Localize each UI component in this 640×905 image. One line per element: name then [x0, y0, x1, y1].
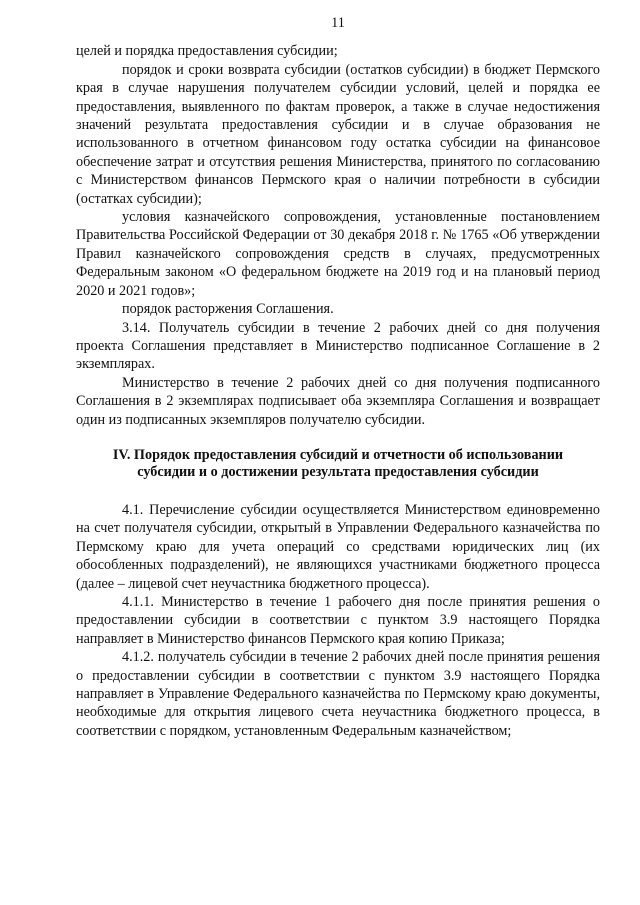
- paragraph-4-1-2: 4.1.2. получатель субсидии в течение 2 рабочих дней после принятия решения о предоставлении субсидии в соответствии с пунктом 3.9 настоящего Порядка направляет в Управление Федерального казначейства по Пермскому краю документы, необходимые для открытия лицевого счета неучастника бюджетного процесса, в соответствии с порядком, установленным Федеральным казначейством;: [76, 649, 600, 739]
- document-page: [76, 14, 600, 740]
- page-number: 11: [331, 15, 345, 31]
- paragraph-3-14: 3.14. Получатель субсидии в течение 2 рабочих дней со дня получения проекта Соглашения представляет в Министерство подписанное Соглашение в 2 экземплярах.: [76, 319, 600, 373]
- paragraph-refund-procedure: порядок и сроки возврата субсидии (остатков субсидии) в бюджет Пермского края в случае нарушения получателем субсидии условий, целей и порядка ее предоставления, выявленного по фактам проверок, а также в случае недостижения значений результата предоставления субсидии и в случае образования не использованного в отчетном финансовом году остатка субсидии на финансовое обеспечение затрат и отсутствия решения Министерства, принятого по согласованию с Министерством финансов Пермского края о наличии потребности в субсидии (остатках субсидии);: [76, 61, 600, 207]
- paragraph-goals-order: целей и порядка предоставления субсидии;: [76, 43, 338, 60]
- section-title-line-2: субсидии и о достижении результата предоставления субсидии: [137, 463, 539, 480]
- paragraph-treasury-support: условия казначейского сопровождения, установленные постановлением Правительства Российской Федерации от 30 декабря 2018 г. № 1765 «Об утверждении Правил казначейского сопровождения средств в случаях, предусмотренных Федеральным законом «О федеральном бюджете на 2019 год и на плановый период 2020 и 2021 годов»;: [76, 209, 600, 299]
- paragraph-4-1-1: 4.1.1. Министерство в течение 1 рабочего дня после принятия решения о предоставлении субсидии в соответствии с пунктом 3.9 настоящего Порядка направляет в Министерство финансов Пермского края копию Приказа;: [76, 593, 600, 647]
- paragraph-ministry-signing: Министерство в течение 2 рабочих дней со дня получения подписанного Соглашения в 2 экземплярах подписывает оба экземпляра Соглашения и возвращает один из подписанных экземпляров получателю субсидии.: [76, 374, 600, 428]
- section-title-line-1: IV. Порядок предоставления субсидий и отчетности об использовании: [112, 446, 564, 463]
- paragraph-4-1: 4.1. Перечисление субсидии осуществляется Министерством единовременно на счет получателя субсидии, открытый в Управлении Федерального казначейства по Пермскому краю для учета операций со средствами юридических лиц (их обособленных подразделений), не являющихся участниками бюджетного процесса (далее – лицевой счет неучастника бюджетного процесса).: [76, 501, 600, 592]
- paragraph-termination: порядок расторжения Соглашения.: [122, 301, 334, 318]
- section-title: [76, 447, 600, 481]
